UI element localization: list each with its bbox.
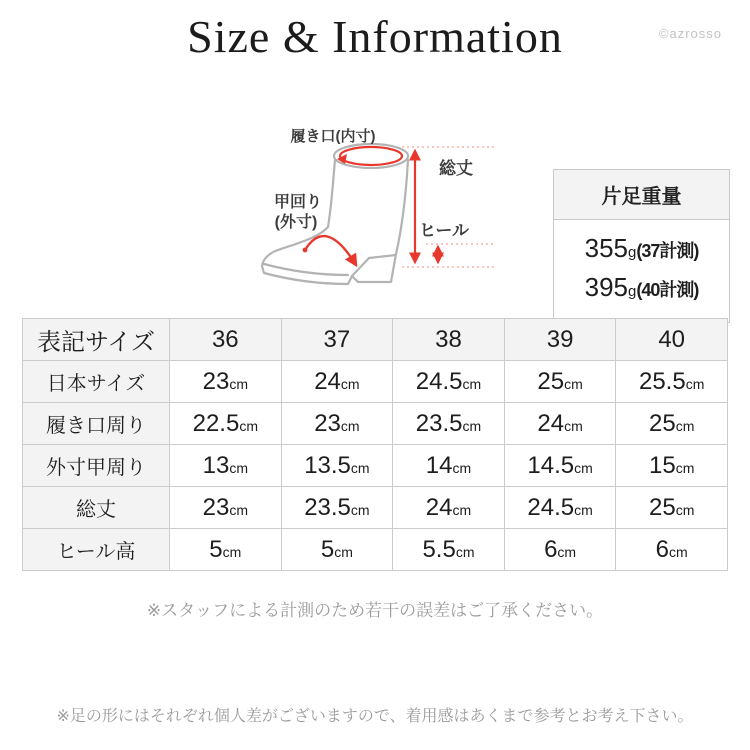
value-unit: cm [669, 543, 688, 560]
value-number: 14.5 [527, 451, 575, 479]
value-cell [504, 445, 616, 487]
total-length-label: 総丈 [439, 159, 473, 178]
value-cell [281, 445, 393, 487]
value-cell [393, 445, 505, 487]
value-cell [616, 403, 728, 445]
value-cell [281, 529, 393, 571]
value-number: 23 [202, 493, 230, 521]
value-cell [393, 487, 505, 529]
value-number: 25 [649, 409, 676, 437]
value-number: 23.5 [415, 409, 463, 437]
value-cell [393, 403, 505, 445]
row-label-cell: 総丈 [23, 487, 170, 529]
value-unit: cm [334, 543, 353, 560]
size-table-body [23, 319, 728, 571]
weight-entry [554, 270, 729, 309]
value-number: 25.5 [638, 367, 686, 395]
copyright-credit: ©azrosso [658, 26, 722, 41]
value-number: 5 [320, 535, 335, 563]
girth-label-line1: 甲回り [273, 194, 323, 211]
value-number: 24 [425, 493, 453, 521]
value-number: 14 [425, 451, 453, 479]
value-unit: cm [675, 501, 695, 518]
value-cell [281, 487, 393, 529]
value-unit: cm [675, 459, 695, 476]
weight-box-body [554, 220, 729, 322]
value-unit: cm [350, 459, 370, 476]
weight-note: (37計測) [636, 241, 699, 261]
value-cell [393, 361, 505, 403]
value-cell [170, 487, 282, 529]
row-label-cell: 履き口周り [23, 403, 170, 445]
value-number: 5 [209, 535, 223, 563]
weight-value: 355 [584, 233, 629, 263]
value-cell [616, 445, 728, 487]
value-cell [170, 403, 282, 445]
value-number: 13.5 [304, 451, 351, 479]
value-cell [504, 529, 616, 571]
size-header-cell: 40 [616, 319, 728, 361]
size-table [22, 318, 728, 571]
value-unit: cm [564, 417, 583, 434]
weight-note: (40計測) [636, 280, 699, 300]
value-unit: cm [350, 501, 370, 518]
value-number: 23 [202, 367, 230, 395]
table-row [23, 445, 728, 487]
value-number: 15 [649, 451, 676, 479]
value-number: 22.5 [192, 409, 240, 437]
value-unit: cm [239, 417, 258, 434]
value-number: 25 [649, 493, 676, 521]
value-unit: cm [455, 543, 475, 560]
value-unit: cm [462, 417, 482, 434]
value-cell [281, 403, 393, 445]
weight-box [553, 169, 730, 323]
value-cell [170, 529, 282, 571]
value-cell [616, 361, 728, 403]
weight-entry [554, 231, 729, 270]
value-unit: cm [229, 459, 248, 476]
value-unit: cm [452, 501, 472, 518]
heel-label: ヒール [419, 221, 469, 240]
row-label-cell: ヒール高 [23, 529, 170, 571]
value-unit: cm [222, 543, 242, 560]
row-label-cell: 日本サイズ [23, 361, 170, 403]
value-number: 6 [655, 535, 670, 563]
weight-unit: g [628, 283, 637, 300]
value-unit: cm [574, 501, 593, 518]
table-row [23, 529, 728, 571]
row-label-cell: 表記サイズ [23, 319, 170, 361]
value-number: 13 [202, 451, 230, 479]
boot-diagram-svg [238, 103, 518, 313]
table-row [23, 361, 728, 403]
value-cell [393, 529, 505, 571]
value-cell [170, 445, 282, 487]
footer-note: ※足の形にはそれぞれ個人差がございますので、着用感はあくまで参考とお考え下さい。 [56, 708, 694, 725]
value-unit: cm [564, 375, 583, 392]
size-header-cell: 36 [170, 319, 282, 361]
value-unit: cm [557, 543, 577, 560]
girth-label-line2: (外寸) [274, 214, 318, 231]
value-number: 24.5 [415, 367, 463, 395]
value-cell [170, 361, 282, 403]
value-number: 24 [314, 367, 341, 395]
value-cell [504, 487, 616, 529]
value-cell [281, 361, 393, 403]
size-header-cell: 39 [504, 319, 616, 361]
size-header-cell: 38 [393, 319, 505, 361]
weight-unit: g [628, 244, 637, 261]
value-number: 5.5 [422, 535, 456, 563]
value-cell [504, 361, 616, 403]
value-unit: cm [340, 417, 360, 434]
value-unit: cm [452, 459, 472, 476]
measurement-note: ※スタッフによる計測のため若干の誤差はご了承ください。 [146, 601, 604, 620]
value-number: 24.5 [527, 493, 575, 521]
value-unit: cm [462, 375, 482, 392]
value-number: 24 [537, 409, 565, 437]
weight-box-title: 片足重量 [554, 170, 729, 220]
instep-measure-dot [303, 248, 308, 253]
value-unit: cm [340, 375, 360, 392]
table-header-row [23, 319, 728, 361]
table-row [23, 487, 728, 529]
opening-label: 履き口(内寸) [290, 128, 376, 145]
value-number: 25 [537, 367, 565, 395]
page-title: Size & Information [187, 11, 563, 62]
value-number: 6 [544, 535, 558, 563]
value-unit: cm [685, 375, 705, 392]
value-number: 23.5 [304, 493, 351, 521]
value-cell [616, 487, 728, 529]
value-unit: cm [229, 375, 248, 392]
value-unit: cm [675, 417, 695, 434]
boot-measurement-diagram [238, 103, 518, 313]
weight-value: 395 [584, 272, 629, 302]
size-header-cell: 37 [281, 319, 393, 361]
value-number: 23 [314, 409, 341, 437]
value-unit: cm [574, 459, 593, 476]
value-unit: cm [229, 501, 248, 518]
value-cell [616, 529, 728, 571]
row-label-cell: 外寸甲周り [23, 445, 170, 487]
table-row [23, 403, 728, 445]
value-cell [504, 403, 616, 445]
